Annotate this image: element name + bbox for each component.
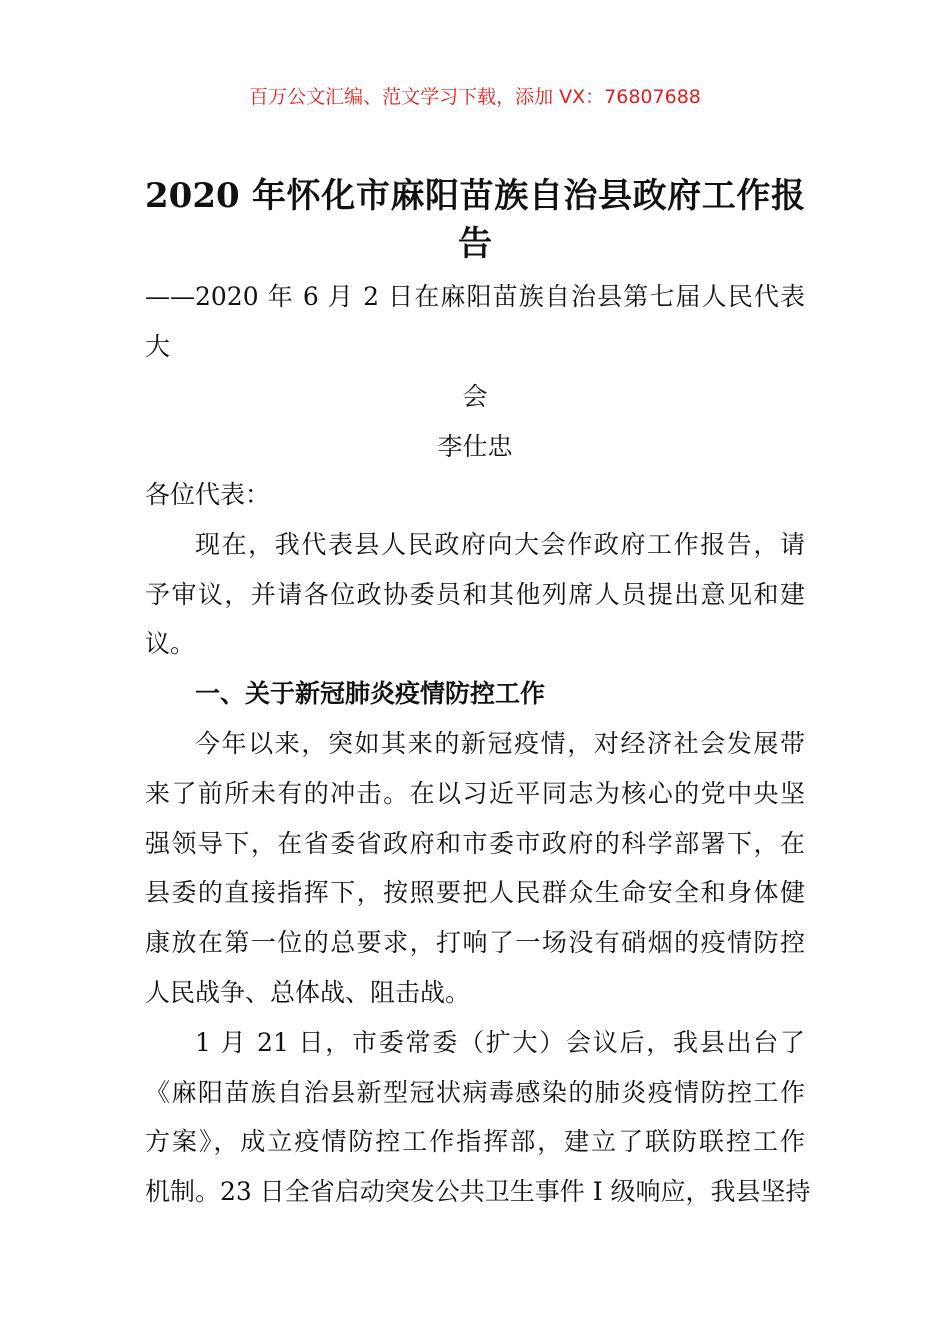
text-line: 今年以来，突如其来的新冠疫情，对经济社会发展带 — [195, 728, 805, 758]
title-line: 2020 年怀化市麻阳苗族自治县政府工作报 — [145, 176, 805, 216]
text-line: 1 月 21 日，市委常委（扩大）会议后，我县出台了 — [195, 1027, 805, 1057]
subtitle-line: ——2020 年 6 月 2 日在麻阳苗族自治县第七届人民代表大 — [145, 282, 805, 361]
text-line: 予审议，并请各位政协委员和其他列席人员提出意见和建 — [145, 579, 805, 609]
text-line: 人民战争、总体战、阻击战。 — [145, 977, 471, 1007]
text-line: 来了前所未有的冲击。在以习近平同志为核心的党中央坚 — [145, 778, 805, 808]
text-line: 议。 — [145, 629, 196, 659]
text-line: 各位代表： — [145, 480, 271, 509]
text-line: 强领导下，在省委省政府和市委市政府的科学部署下，在 — [145, 828, 805, 858]
text-line: 县委的直接指挥下，按照要把人民群众生命安全和身体健 — [145, 878, 805, 908]
subtitle-line: 会 — [462, 382, 488, 411]
section-heading — [145, 669, 805, 719]
title-line: 告 — [458, 224, 492, 264]
document-body — [145, 470, 811, 1217]
paragraph — [145, 520, 805, 669]
document-title — [145, 172, 805, 268]
author: 李仕忠 — [437, 432, 513, 461]
watermark-banner: 百万公文汇编、范文学习下载，添加 VX：76807688 — [249, 86, 701, 108]
paragraph — [145, 719, 805, 1018]
text-line: 方案》，成立疫情防控工作指挥部，建立了联防联控工作 — [145, 1127, 805, 1157]
text-line: 机制。23 日全省启动突发公共卫生事件 I 级响应，我县坚持 — [145, 1177, 811, 1207]
text-line: 现在，我代表县人民政府向大会作政府工作报告，请 — [195, 529, 805, 559]
document-subtitle — [145, 272, 805, 472]
text-line: 一、关于新冠肺炎疫情防控工作 — [195, 679, 546, 709]
text-line: 《麻阳苗族自治县新型冠状病毒感染的肺炎疫情防控工作 — [145, 1077, 805, 1107]
paragraph — [145, 1018, 811, 1217]
salutation — [145, 470, 805, 520]
text-line: 康放在第一位的总要求，打响了一场没有硝烟的疫情防控 — [145, 928, 805, 958]
